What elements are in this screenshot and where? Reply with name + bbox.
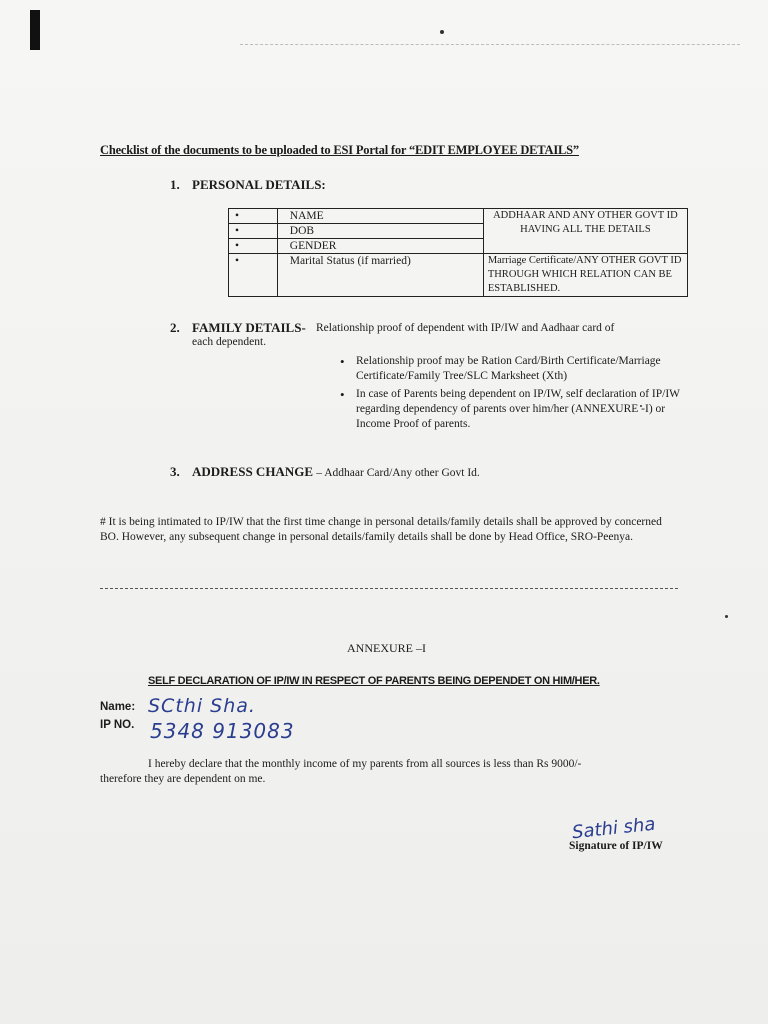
handwritten-signature: Sathi sha [571,813,657,844]
table-cell-marriage-proof: Marriage Certificate/ANY OTHER GOVT ID THROUGH WHICH RELATION CAN BE ESTABLISHED. [483,254,687,297]
table-cell-name: NAME [277,209,483,224]
note-paragraph: # It is being intimated to IP/IW that the first time change in personal details/family details shall be approved by concerned BO. However, any subsequent change in personal details/family details shall be done by Head Office, SRO-Peenya. [100,516,662,543]
family-details-text: Relationship proof of dependent with IP/IW and Aadhaar card of [316,322,615,334]
top-scan-line [240,44,740,45]
section-family-details [170,320,306,336]
declaration-text: I hereby declare that the monthly income of my parents from all sources is less than Rs 9000/- [148,758,582,770]
signature-label: Signature of IP/IW [569,840,663,852]
annexure-title: ANNEXURE –I [347,641,426,655]
section-address-change [170,464,480,480]
personal-details-table [228,208,688,297]
scan-speck [440,30,444,34]
family-details-text-cont: each dependent. [192,336,267,348]
table-row [229,254,688,297]
family-proof-list [336,354,681,435]
bullet: • [229,209,278,224]
section-heading: FAMILY DETAILS- [192,320,306,335]
table-cell-marital-status: Marital Status (if married) [277,254,483,297]
table-cell-gender: GENDER [277,239,483,254]
bullet: • [229,224,278,239]
section-heading: PERSONAL DETAILS: [192,177,326,192]
bullet: • [229,254,278,297]
section-number: 1. [170,177,180,192]
table-row [229,209,688,224]
list-item: • In case of Parents being dependent on IP/IW, self declaration of IP/IW regarding dependency of parents over him/her (ANNEXURE -I) or Income Proof of parents. [336,387,681,432]
scan-edge-mark [30,10,40,50]
scan-speck [725,615,728,618]
list-item: • Relationship proof may be Ration Card/Birth Certificate/Marriage Certificate/Family Tree/SLC Marksheet (Xth) [336,354,681,384]
section-number: 2. [170,320,180,335]
handwritten-name: SCthi Sha. [148,695,256,717]
table-cell-id-requirement: ADDHAAR AND ANY OTHER GOVT ID HAVING ALL THE DETAILS [483,209,687,254]
handwritten-ip-number: 5348 913083 [150,719,295,743]
bullet: • [229,239,278,254]
name-label: Name: [100,701,136,713]
declaration-title: SELF DECLARATION OF IP/IW IN RESPECT OF PARENTS BEING DEPENDET ON HIM/HER. [148,675,600,687]
ip-number-label: IP NO. [100,719,135,731]
table-cell-dob: DOB [277,224,483,239]
section-number: 3. [170,464,180,479]
address-change-text: – Addhaar Card/Any other Govt Id. [316,467,480,479]
checklist-title: Checklist of the documents to be uploaded to ESI Portal for “EDIT EMPLOYEE DETAILS” [100,143,579,157]
declaration-text-cont: therefore they are dependent on me. [100,773,266,785]
section-heading: ADDRESS CHANGE [192,464,313,479]
section-divider [100,588,678,589]
section-personal-details [170,177,326,193]
